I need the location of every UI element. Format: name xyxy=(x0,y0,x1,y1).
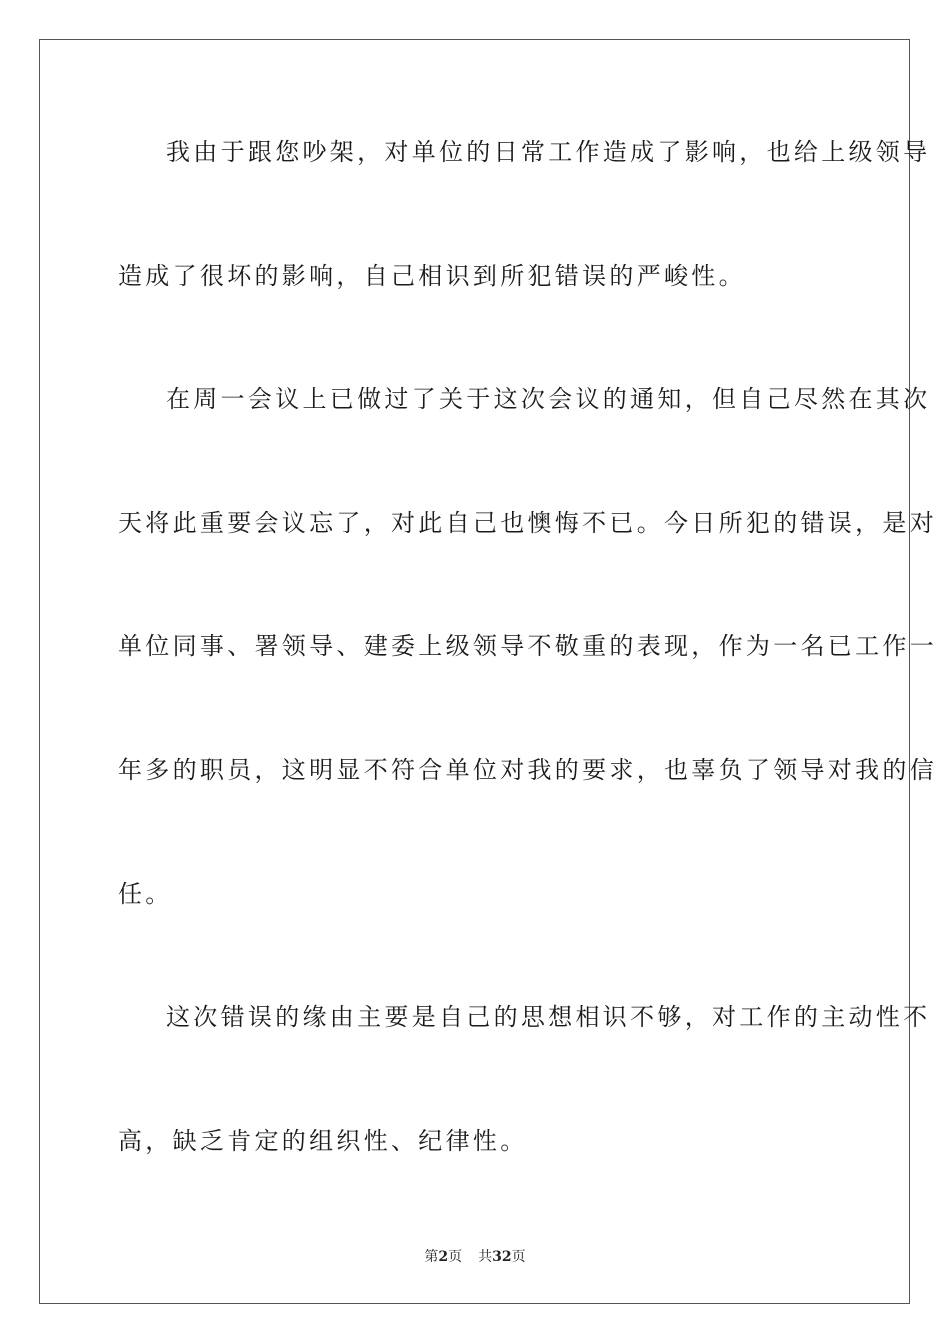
document-body xyxy=(118,123,937,1235)
text-line-9: 高，缺乏肯定的组织性、纪律性。 xyxy=(118,1126,528,1155)
total-pages: 32 xyxy=(492,1249,512,1265)
text-line-1: 我由于跟您吵架，对单位的日常工作造成了影响，也给上级领导 xyxy=(166,138,931,166)
text-line-8: 这次错误的缘由主要是自己的思想相识不够，对工作的主动性不 xyxy=(166,1003,931,1032)
page-suffix: 页 xyxy=(448,1249,463,1265)
text-line-2: 造成了很坏的影响，自己相识到所犯错误的严峻性。 xyxy=(118,261,746,290)
total-suffix: 页 xyxy=(511,1249,526,1265)
total-prefix: 共 xyxy=(478,1249,493,1265)
text-line-6: 年多的职员，这明显不符合单位对我的要求，也辜负了领导对我的信 xyxy=(118,755,937,784)
page-footer xyxy=(0,1246,950,1266)
text-line-4: 天将此重要会议忘了，对此自己也懊悔不已。今日所犯的错误，是对 xyxy=(118,508,937,537)
text-line-3: 在周一会议上已做过了关于这次会议的通知，但自己尽然在其次 xyxy=(166,385,931,414)
text-line-5: 单位同事、署领导、建委上级领导不敬重的表现，作为一名已工作一 xyxy=(118,632,937,661)
text-line-7: 任。 xyxy=(118,879,173,908)
page-prefix: 第 xyxy=(424,1249,439,1265)
page-number: 2 xyxy=(438,1249,449,1265)
